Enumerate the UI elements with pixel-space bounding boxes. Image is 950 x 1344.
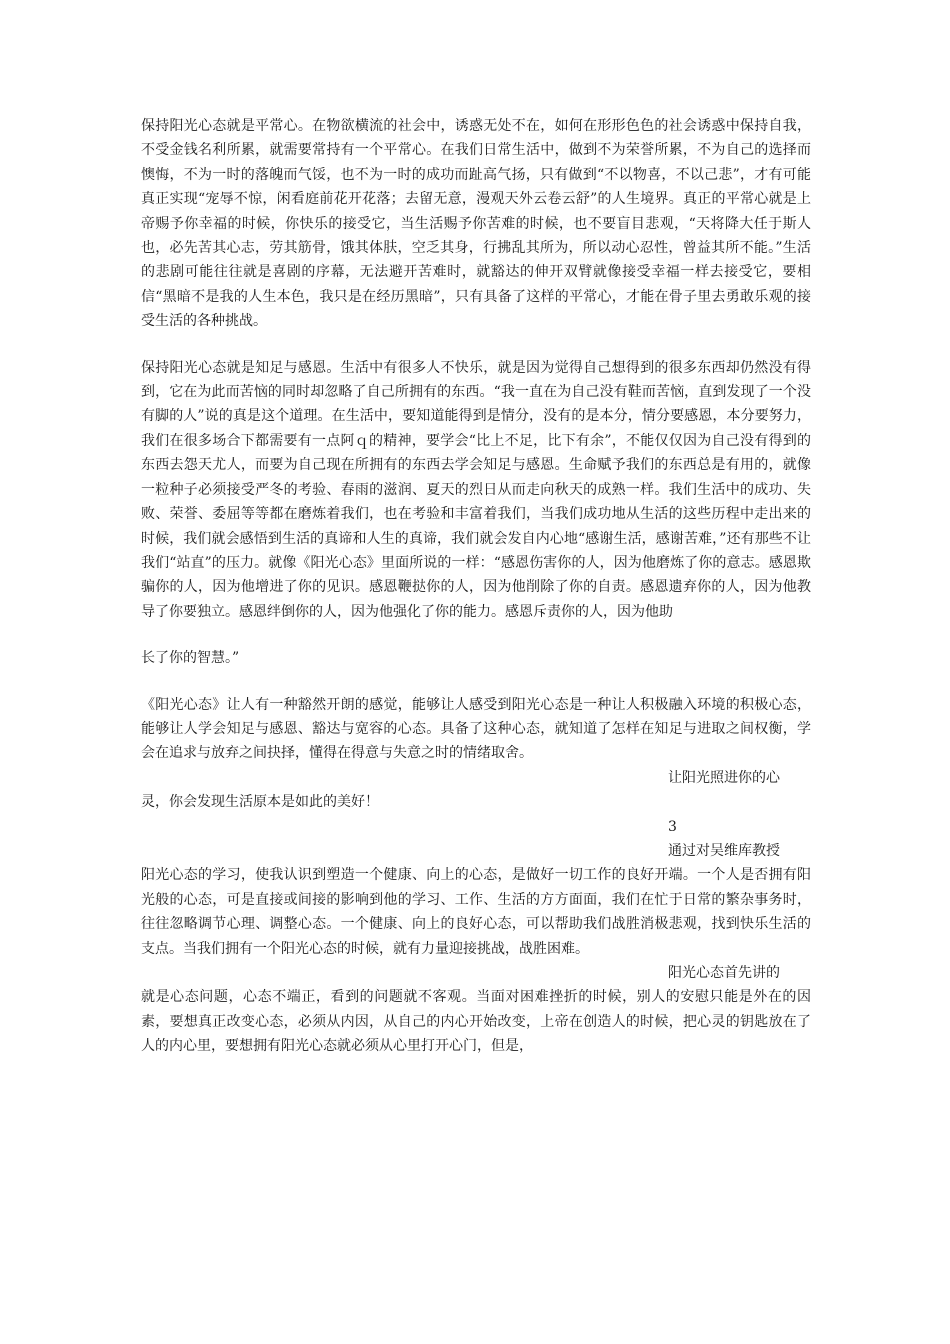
paragraph-mindset-start: 阳光心态首先讲的	[668, 965, 780, 981]
paragraph-sunshine-start: 让阳光照进你的心	[668, 769, 780, 786]
page-number: 3	[668, 818, 677, 835]
paragraph-sunshine-end: 灵，你会发现生活原本是如此的美好！	[141, 794, 379, 811]
document-page	[141, 114, 811, 1059]
paragraph-contentment-gratitude: 保持阳光心态就是知足与感恩。生活中有很多人不快乐，就是因为觉得自己想得到的很多东西却仍然没有得到，它在为此而苦恼的同时却忽略了自己所拥有的东西。“我一直在为自己没有鞋而苦恼，直到发现了一个没有脚的人”说的真是这个道理。在生活中，要知道能得到是情分，没有的是本分，情分要感恩，本分要努力，我们在很多场合下都需要有一点阿ｑ的精神，要学会“比上不足，比下有余”，不能仅仅因为自己没有得到的东西去怨天尤人，而要为自己现在所拥有的东西去学会知足与感恩。生命赋予我们的东西总是有用的，就像一粒种子必须接受严冬的考验、春雨的滋润、夏天的烈日从而走向秋天的成熟一样。我们生活中的成功、失败、荣誉、委屈等等都在磨炼着我们，也在考验和丰富着我们，当我们成功地从生活的这些历程中走出来的时候，我们就会感悟到生活的真谛和人生的真谛，我们就会发自内心地“感谢生活，感谢苦难，”还有那些不让我们“站直”的压力。就像《阳光心态》里面所说的一样：“感恩伤害你的人，因为他磨炼了你的意志。感恩欺骗你的人，因为他增进了你的见识。感恩鞭挞你的人，因为他削除了你的自责。感恩遗弃你的人，因为他教导了你要独立。感恩绊倒你的人，因为他强化了你的能力。感恩斥责你的人，因为他助	[141, 359, 811, 620]
paragraph-wisdom-line: 长了你的智慧。”	[141, 650, 240, 667]
paragraph-study-start: 通过对吴维库教授	[668, 842, 780, 859]
paragraph-book-reflection: 《阳光心态》让人有一种豁然开朗的感觉，能够让人感受到阳光心态是一种让人积极融入环境的积极心态，能够让人学会知足与感恩、豁达与宽容的心态。具备了这种心态，就知道了怎样在知足与进取之间权衡，学会在追求与放弃之间抉择，懂得在得意与失意之时的情绪取舍。	[141, 696, 811, 762]
paragraph-study-body: 阳光心态的学习，使我认识到塑造一个健康、向上的心态，是做好一切工作的良好开端。一个人是否拥有阳光般的心态，可是直接或间接的影响到他的学习、工作、生活的方方面面，我们在忙于日常的繁杂事务时，往往忽略调节心理、调整心态。一个健康、向上的良好心态，可以帮助我们战胜消极悲观，找到快乐生活的支点。当我们拥有一个阳光心态的时候，就有力量迎接挑战，战胜困难。	[141, 867, 811, 957]
paragraph-mindset-body: 就是心态问题，心态不端正，看到的问题就不客观。当面对困难挫折的时候，别人的安慰只能是外在的因素，要想真正改变心态，必须从内因，从自己的内心开始改变，上帝在创造人的时候，把心灵的钥匙放在了人的内心里，要想拥有阳光心态就必须从心里打开心门，但是，	[141, 989, 811, 1055]
paragraph-ordinary-mind: 保持阳光心态就是平常心。在物欲横流的社会中，诱惑无处不在，如何在形形色色的社会诱惑中保持自我，不受金钱名利所累，就需要常持有一个平常心。在我们日常生活中，做到不为荣誉所累，不为自己的选择而懊悔，不为一时的落魄而气馁，也不为一时的成功而趾高气扬，只有做到“不以物喜，不以己悲”，才有可能真正实现“宠辱不惊，闲看庭前花开花落；去留无意，漫观天外云卷云舒”的人生境界。真正的平常心就是上帝赐予你幸福的时候，你快乐的接受它，当生活赐予你苦难的时候，也不要盲目悲观，“天将降大任于斯人也，必先苦其心志，劳其筋骨，饿其体肤，空乏其身，行拂乱其所为，所以动心忍性，曾益其所不能。”生活的悲剧可能往往就是喜剧的序幕，无法避开苦难时，就豁达的伸开双臂就像接受幸福一样去接受它，要相信“黑暗不是我的人生本色，我只是在经历黑暗”，只有具备了这样的平常心，才能在骨子里去勇敢乐观的接受生活的各种挑战。	[141, 118, 811, 330]
